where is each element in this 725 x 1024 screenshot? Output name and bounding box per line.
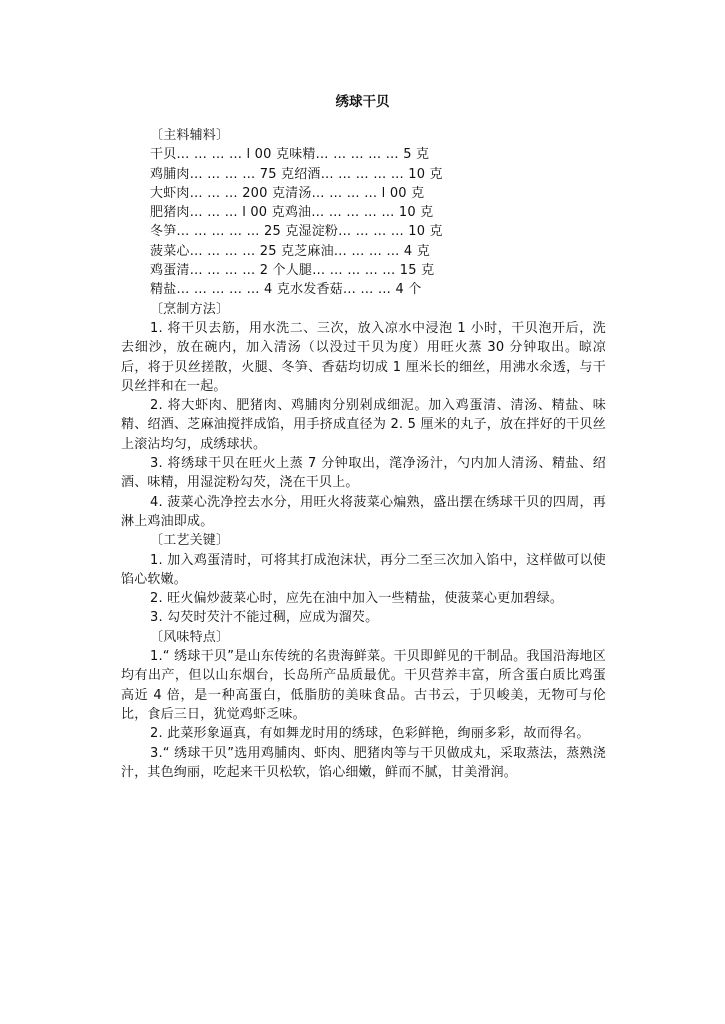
method-paragraph: 4. 菠菜心洗净控去水分，用旺火将菠菜心煸熟，盛出摆在绣球干贝的四周，再淋上鸡油即成。 <box>121 494 606 529</box>
ingredient-line: 肥猪肉… … … l 00 克鸡油… … … … … 10 克 <box>150 205 434 221</box>
ingredient-list <box>121 145 606 299</box>
flavor-paragraph: 3.“ 绣球干贝”选用鸡脯肉、虾肉、肥猪肉等与干贝做成丸，采取蒸法，蒸熟浇汁，其色绚丽，吃起来干贝松软，馅心细嫩，鲜而不腻，甘美滑润。 <box>121 745 606 780</box>
method-paragraph: 2. 将大虾肉、肥猪肉、鸡脯肉分别剁成细泥。加入鸡蛋清、清汤、精盐、味精、绍酒、芝麻油搅拌成馅，用手挤成直径为 2. 5 厘米的丸子，放在拌好的干贝丝上滚沾均匀，成绣球状。 <box>121 398 606 452</box>
method-paragraph: 3. 将绣球干贝在旺火上蒸 7 分钟取出，滗净汤汁，勺内加人清汤、精盐、绍酒、味精，用湿淀粉勾芡，浇在干贝上。 <box>121 456 606 491</box>
section-heading-key-points: 〔工艺关键〕 <box>150 533 230 549</box>
ingredient-line: 精盐… … … … … 4 克水发香菇… … … 4 个 <box>150 282 422 298</box>
section-heading-ingredients: 〔主料辅料〕 <box>150 128 230 143</box>
section-heading-method: 〔烹制方法〕 <box>150 301 230 317</box>
ingredient-line: 鸡脯肉… … … … 75 克绍酒… … … … … 10 克 <box>150 166 443 182</box>
ingredient-line: 大虾肉… … … 200 克清汤… … … … l 00 克 <box>150 185 425 201</box>
method-paragraph: 1. 将干贝去筋，用水洗二、三次，放入凉水中浸泡 1 小时，干贝泡开后，洗去细沙，放在碗内，加入清汤（以没过干贝为度）用旺火蒸 30 分钟取出。晾凉后，将于贝丝搓散，火腿、冬笋、香菇均切成 1 厘米长的细丝，用沸水氽透，与干贝丝拌和在一起。 <box>121 320 606 394</box>
document-title: 绣球干贝 <box>335 94 390 110</box>
section-heading-flavor: 〔风味特点〕 <box>150 629 230 645</box>
flavor-paragraph: 1.“ 绣球干贝”是山东传统的名贵海鲜菜。干贝即鲜见的干制品。我国沿海地区均有出产，但以山东烟台，长岛所产品质最优。干贝营养丰富，所含蛋白质比鸡蛋高近 4 倍，是一种高蛋白，低脂肪的美味食品。古书云，于贝峻美，无物可与伦比，食后三日，犹觉鸡虾乏味。 <box>121 649 606 722</box>
ingredient-line: 干贝… … … … l 00 克味精… … … … … 5 克 <box>150 147 430 163</box>
ingredient-line: 鸡蛋清… … … … 2 个人腿… … … … … 15 克 <box>150 263 435 279</box>
key-point-paragraph: 1. 加入鸡蛋清时，可将其打成泡沫状，再分二至三次加入馅中，这样做可以使馅心软嫩。 <box>121 552 606 587</box>
key-point-paragraph: 2. 旺火偏炒菠菜心时，应先在油中加入一些精盐，使菠菜心更加碧绿。 <box>150 591 564 607</box>
key-point-paragraph: 3. 勾芡时芡汁不能过稠，应成为溜芡。 <box>150 610 379 626</box>
flavor-paragraph: 2. 此菜形象逼真，有如舞龙时用的绣球，色彩鲜艳，绚丽多彩，故而得名。 <box>150 726 590 742</box>
document-body <box>121 126 606 782</box>
ingredient-line: 菠菜心… … … … 25 克芝麻油… … … … 4 克 <box>150 243 430 259</box>
ingredient-line: 冬笋… … … … … 25 克湿淀粉… … … … 10 克 <box>150 224 443 240</box>
